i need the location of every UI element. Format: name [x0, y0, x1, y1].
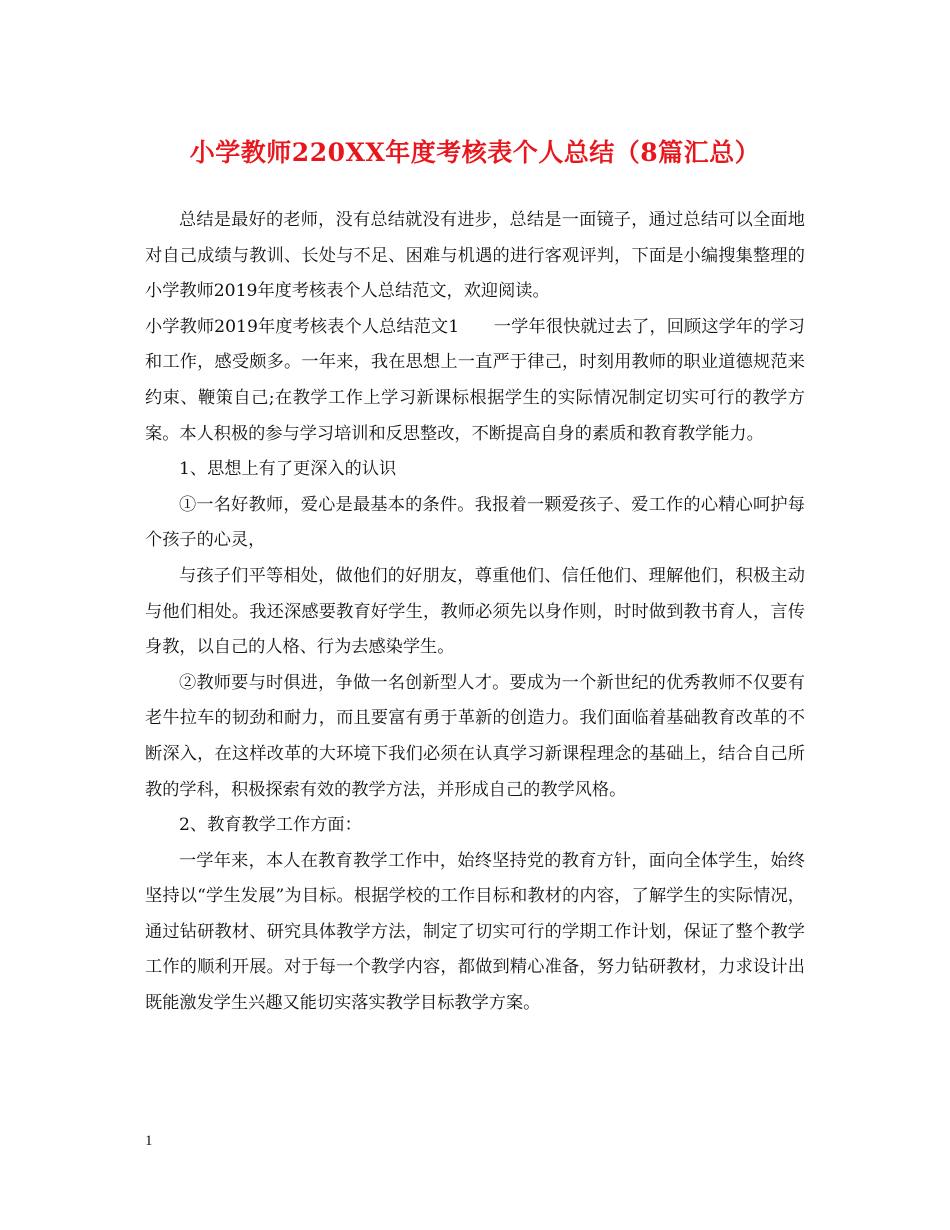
document-body	[145, 203, 805, 1022]
paragraph-intro: 总结是最好的老师，没有总结就没有进步，总结是一面镜子，通过总结可以全面地对自己成绩与教训、长处与不足、困难与机遇的进行客观评判，下面是小编搜集整理的小学教师2019年度考核表个人总结范文，欢迎阅读。	[145, 210, 805, 302]
document-title: 小学教师220XX年度考核表个人总结（8篇汇总）	[189, 138, 761, 167]
section-heading-1: 1、思想上有了更深入的认识	[179, 459, 397, 480]
paragraph-point-1: ①一名好教师，爱心是最基本的条件。我报着一颗爱孩子、爱工作的心精心呵护每个孩子的心灵，	[145, 494, 805, 551]
page-number: 1	[145, 1133, 153, 1149]
paragraph-essay-1-opening: 小学教师2019年度考核表个人总结范文1 一学年很快就过去了，回顾这学年的学习和工作，感受颇多。一年来，我在思想上一直严于律己，时刻用教师的职业道德规范来约束、鞭策自己;在教学工作上学习新课标根据学生的实际情况制定切实可行的教学方案。本人积极的参与学习培训和反思整改，不断提高自身的素质和教育教学能力。	[145, 316, 805, 444]
paragraph-teaching-work: 一学年来，本人在教育教学工作中，始终坚持党的教育方针，面向全体学生，始终坚持以“学生发展”为目标。根据学校的工作目标和教材的内容，了解学生的实际情况，通过钻研教材、研究具体教学方法，制定了切实可行的学期工作计划，保证了整个教学工作的顺利开展。对于每一个教学内容，都做到精心准备，努力钻研教材，力求设计出既能激发学生兴趣又能切实落实教学目标教学方案。	[145, 850, 805, 1014]
paragraph-point-2: ②教师要与时俱进，争做一名创新型人才。要成为一个新世纪的优秀教师不仅要有老牛拉车的韧劲和耐力，而且要富有勇于革新的创造力。我们面临着基础教育改革的不断深入，在这样改革的大环境下我们必须在认真学习新课程理念的基础上，结合自己所教的学科，积极探索有效的教学方法，并形成自己的教学风格。	[145, 672, 805, 800]
paragraph-point-1-continued: 与孩子们平等相处，做他们的好朋友，尊重他们、信任他们、理解他们，积极主动与他们相处。我还深感要教育好学生，教师必须先以身作则，时时做到教书育人，言传身教，以自己的人格、行为去感染学生。	[145, 565, 805, 658]
section-heading-2: 2、教育教学工作方面：	[179, 815, 362, 836]
